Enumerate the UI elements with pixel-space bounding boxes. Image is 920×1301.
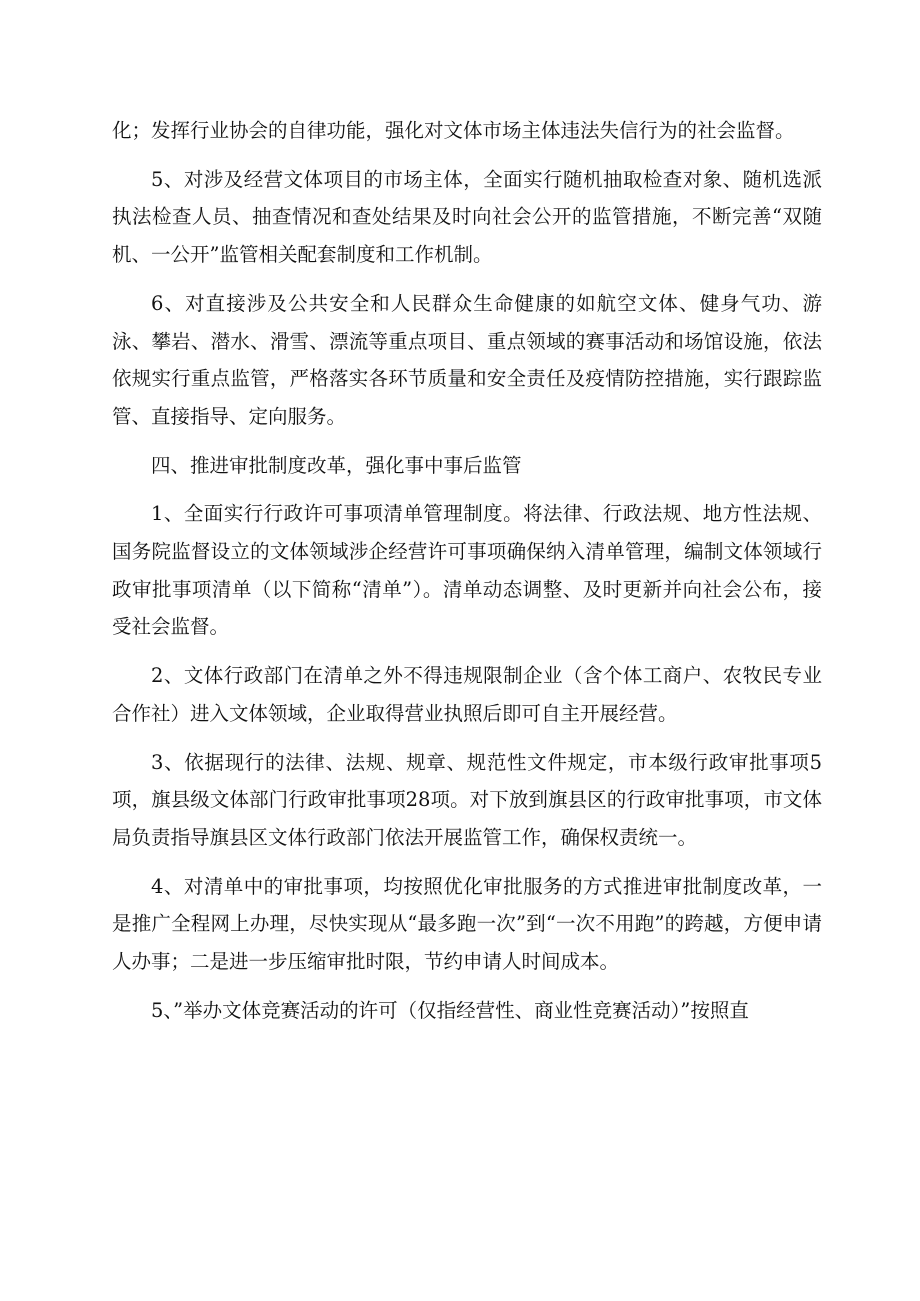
paragraph-3: 6、对直接涉及公共安全和人民群众生命健康的如航空文体、健身气功、游泳、攀岩、潜水、滑雪、漂流等重点项目、重点领域的赛事活动和场馆设施，依法依规实行重点监管，严格落实各环节质量和安全责任及疫情防控措施，实行跟踪监管、直接指导、定向服务。 [112, 291, 822, 428]
paragraph-5: 1、全面实行行政许可事项清单管理制度。将法律、行政法规、地方性法规、国务院监督设立的文体领域涉企经营许可事项确保纳入清单管理，编制文体领域行政审批事项清单（以下简称“清单”）。清单动态调整、及时更新并向社会公布，接受社会监督。 [112, 502, 822, 639]
paragraph-2: 5、对涉及经营文体项目的市场主体，全面实行随机抽取检查对象、随机选派执法检查人员、抽查情况和查处结果及时向社会公开的监管措施，不断完善“双随机、一公开”监管相关配套制度和工作机制。 [112, 167, 822, 267]
paragraph-1: 化；发挥行业协会的自律功能，强化对文体市场主体违法失信行为的社会监督。 [112, 119, 795, 142]
paragraph-9: 5、”举办文体竞赛活动的许可（仅指经营性、商业性竞赛活动）”按照直 [151, 998, 749, 1022]
paragraph-8: 4、对清单中的审批事项，均按照优化审批服务的方式推进审批制度改革，一是推广全程网上办理，尽快实现从“最多跑一次”到“一次不用跑”的跨越，方便申请人办事；二是进一步压缩审批时限，节约申请人时间成本。 [112, 874, 822, 974]
paragraph-6: 2、文体行政部门在清单之外不得违规限制企业（含个体工商户、农牧民专业合作社）进入文体领域，企业取得营业执照后即可自主开展经营。 [112, 664, 822, 725]
document-body [112, 112, 822, 1029]
paragraph-7: 3、依据现行的法律、法规、规章、规范性文件规定，市本级行政审批事项5项，旗县级文体部门行政审批事项28项。对下放到旗县区的行政审批事项，市文体局负责指导旗县区文体行政部门依法开展监管工作，确保权责统一。 [112, 750, 822, 849]
section-heading: 四、推进审批制度改革，强化事中事后监管 [151, 453, 522, 477]
